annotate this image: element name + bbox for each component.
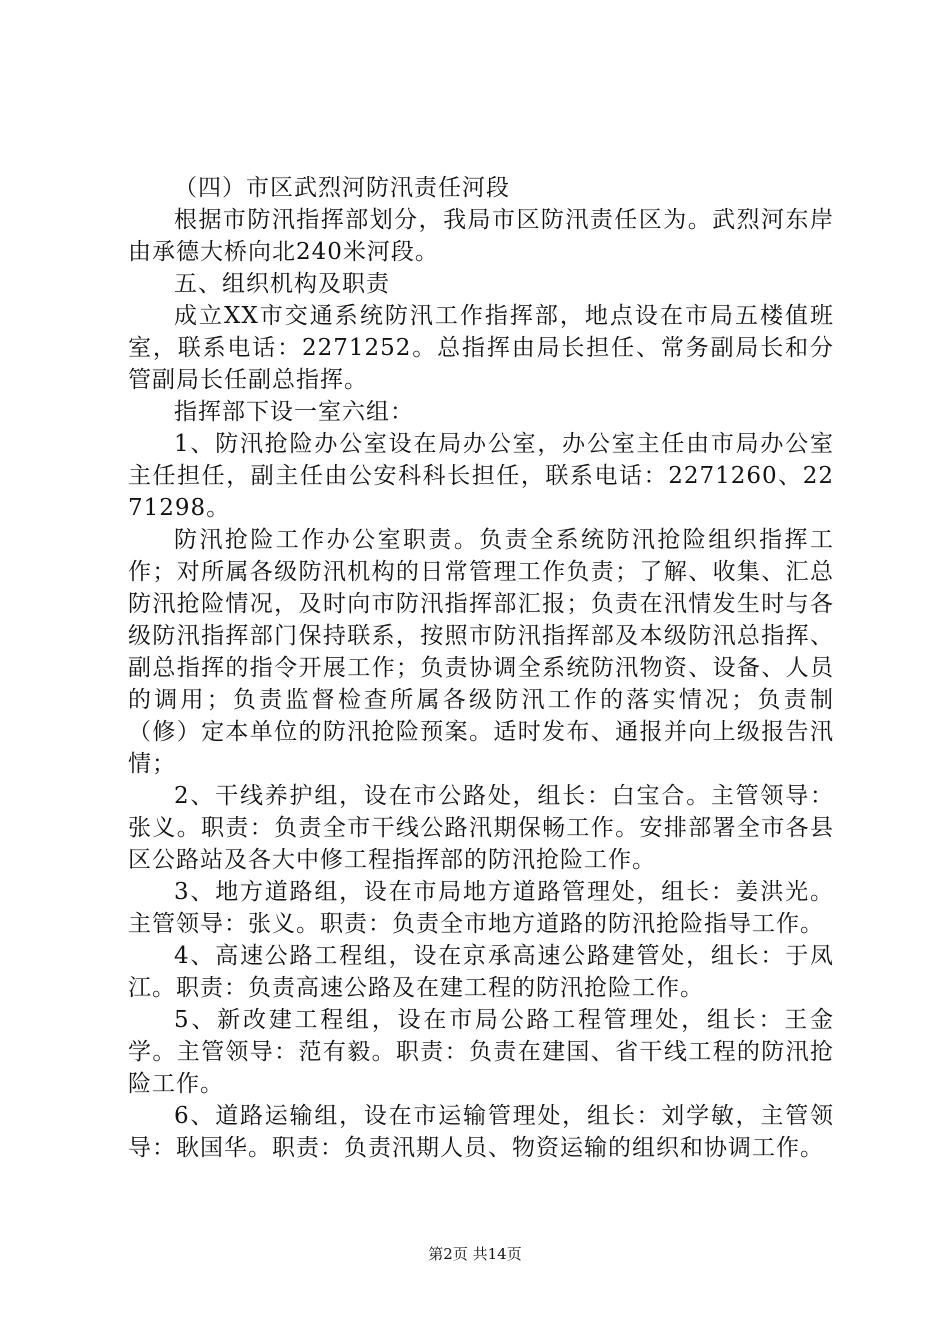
page-number-footer: 第2页 共14页 <box>428 1245 522 1263</box>
paragraph-office-duties: 防汛抢险工作办公室职责。负责全系统防汛抢险组织指挥工作；对所属各级防汛机构的日常管理工作负责；了解、收集、汇总防汛抢险情况，及时向市防汛指挥部汇报；负责在汛情发生时与各级防汛指挥部门保持联系，按照市防汛指挥部及本级防汛总指挥、副总指挥的指令开展工作；负责协调全系统防汛物资、设备、人员的调用；负责监督检查所属各级防汛工作的落实情况；负责制（修）定本单位的防汛抢险预案。适时发布、通报并向上级报告汛情； <box>128 527 834 777</box>
paragraph-group-2: 2、干线养护组，设在市公路处，组长：白宝合。主管领导：张义。职责：负责全市干线公路汛期保畅工作。安排部署全市各县区公路站及各大中修工程指挥部的防汛抢险工作。 <box>128 783 834 873</box>
paragraph-office: 1、防汛抢险办公室设在局办公室，办公室主任由市局办公室主任担任，副主任由公安科科长担任，联系电话：2271260、2271298。 <box>128 431 834 521</box>
paragraph-group-5: 5、新改建工程组，设在市局公路工程管理处，组长：王金学。主管领导：范有毅。职责：负责在建国、省干线工程的防汛抢险工作。 <box>128 1007 834 1097</box>
paragraph-river-area: 根据市防汛指挥部划分，我局市区防汛责任区为。武烈河东岸由承德大桥向北240米河段。 <box>128 207 834 265</box>
section-heading-river: （四）市区武烈河防汛责任河段 <box>174 175 510 201</box>
section-heading-organization: 五、组织机构及职责 <box>174 271 390 297</box>
paragraph-group-6: 6、道路运输组，设在市运输管理处，组长：刘学敏，主管领导：耿国华。职责：负责汛期人员、物资运输的组织和协调工作。 <box>128 1103 834 1161</box>
paragraph-structure: 指挥部下设一室六组： <box>174 399 414 425</box>
paragraph-group-4: 4、高速公路工程组，设在京承高速公路建管处，组长：于凤江。职责：负责高速公路及在建工程的防汛抢险工作。 <box>128 943 834 1001</box>
document-body <box>128 172 834 1164</box>
paragraph-group-3: 3、地方道路组，设在市局地方道路管理处，组长：姜洪光。主管领导：张义。职责：负责全市地方道路的防汛抢险指导工作。 <box>128 879 834 937</box>
paragraph-command-center: 成立XX市交通系统防汛工作指挥部，地点设在市局五楼值班室，联系电话：2271252。总指挥由局长担任、常务副局长和分管副局长任副总指挥。 <box>128 303 834 393</box>
